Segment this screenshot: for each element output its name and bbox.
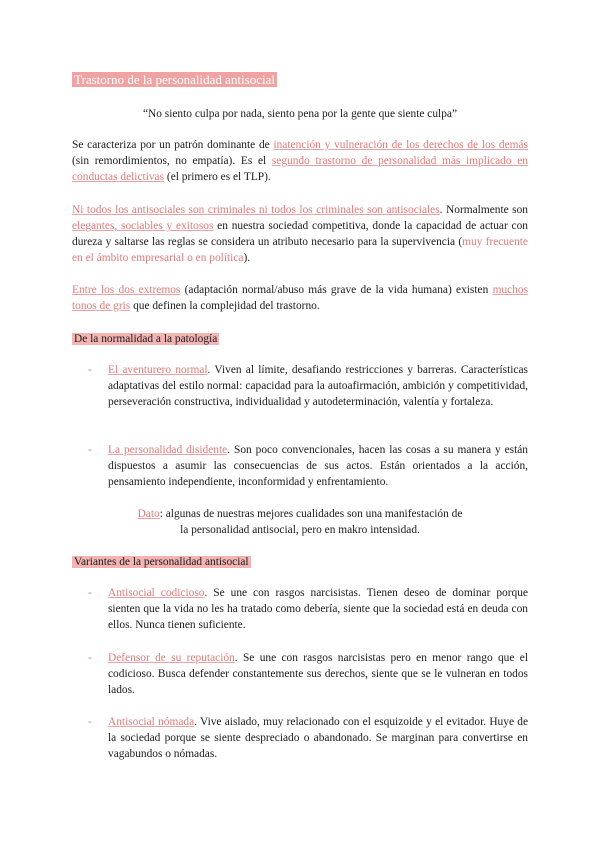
title-block	[72, 72, 528, 89]
fact-note	[72, 506, 528, 538]
p2-highlight-traits: elegantes, sociables y exitosos	[72, 220, 214, 232]
list-item	[88, 362, 528, 410]
p2-text-d: en nuestra sociedad competitiva, donde la capacidad de actuar con dureza y saltarse las reglas se considera un atributo necesario para la supervivencia (	[72, 220, 528, 248]
p1-text-a: Se caracteriza por un patrón dominante de	[72, 139, 274, 151]
bullet-dash: -	[88, 587, 92, 599]
p3-text-d: que definen la complejidad del trastorno.	[130, 300, 320, 312]
list-item-term: Antisocial codicioso	[108, 587, 205, 599]
p1-text-c: (sin remordimientos, no empatía). Es el	[72, 155, 272, 167]
bullet-dash: -	[88, 652, 92, 664]
p1-text-e: (el primero es el TLP).	[164, 171, 271, 183]
bullet-dash: -	[88, 716, 92, 728]
list-item-term: La personalidad disidente	[108, 444, 228, 456]
section-heading-variants: Variantes de la personalidad antisocial	[74, 556, 249, 568]
fact-note-text-1: : algunas de nuestras mejores cualidades son una manifestación de	[159, 508, 463, 520]
paragraph-not-all	[72, 202, 528, 266]
p2-text-b: . Normalmente son	[439, 204, 528, 216]
p2-highlight-business: muy frecuente en el ámbito empresarial o en política	[72, 236, 528, 264]
p2-highlight-not-all: Ni todos los antisociales son criminales ni todos los criminales son antisociales	[72, 204, 440, 216]
list-item	[88, 714, 529, 762]
p2-text-f: ).	[243, 252, 251, 264]
list-item	[88, 650, 529, 698]
list-item-text: . Son poco convencionales, hacen las cosas a su manera y están dispuestos a asumir las consecuencias de sus actos. Están orientados a la acción, pensamiento independiente, inconformidad y enfrentamiento.	[108, 444, 528, 488]
bullet-dash: -	[88, 364, 92, 376]
list-item-text: . Viven al límite, desafiando restricciones y barreras. Características adaptativas del estilo normal: capacidad para la autoafirmación, ambición y competitividad, perseveración constructiva, individualidad y autodeterminación, valentía y fortaleza.	[108, 364, 528, 408]
fact-note-term: Dato	[137, 508, 160, 520]
p3-highlight-gray: muchos tonos de gris	[72, 284, 528, 312]
list-item-term: Defensor de su reputación	[108, 652, 235, 664]
p3-text-b: (adaptación normal/abuso más grave de la vida humana) existen	[180, 284, 493, 296]
fact-note-line-1	[72, 506, 528, 522]
list-item-text: . Se une con rasgos narcisistas pero en menor rango que el codicioso. Busca defender constantemente sus derechos, siente que se le vulneran en todos lados.	[108, 652, 529, 696]
p1-highlight-criminal: segundo trastorno de personalidad más implicado en conductas delictivas	[72, 155, 528, 183]
list-item	[88, 585, 528, 633]
paragraph-extremes	[72, 282, 528, 314]
section-heading-1-block	[72, 331, 528, 347]
list-item-term: Antisocial nómada	[108, 716, 195, 728]
list-item-text: . Se une con rasgos narcisistas. Tienen deseo de dominar porque sienten que la vida no les ha tratado como debería, siente que la sociedad está en deuda con ellos. Nunca tienen suficiente.	[108, 587, 528, 631]
p3-highlight-extremes: Entre los dos extremos	[72, 284, 181, 296]
p1-highlight-inattention: inatención y vulneración de los derechos de los demás	[273, 139, 528, 151]
section-heading-normality: De la normalidad a la patología	[74, 333, 218, 345]
list-item-text: . Vive aislado, muy relacionado con el esquizoide y el evitador. Huye de la sociedad porque se siente despreciado o abandonado. Se marginan para convertirse en vagabundos o nómadas.	[108, 716, 529, 760]
document-title: Trastorno de la personalidad antisocial	[74, 72, 275, 87]
epigraph-quote: “No siento culpa por nada, siento pena por la gente que siente culpa”	[142, 108, 458, 120]
bullet-dash: -	[88, 444, 92, 456]
list-item-term: El aventurero normal	[108, 364, 208, 376]
fact-note-line-2: la personalidad antisocial, pero en makro intensidad.	[180, 524, 420, 536]
paragraph-definition	[72, 137, 528, 185]
section-heading-2-block	[72, 554, 528, 570]
list-item	[88, 442, 528, 490]
